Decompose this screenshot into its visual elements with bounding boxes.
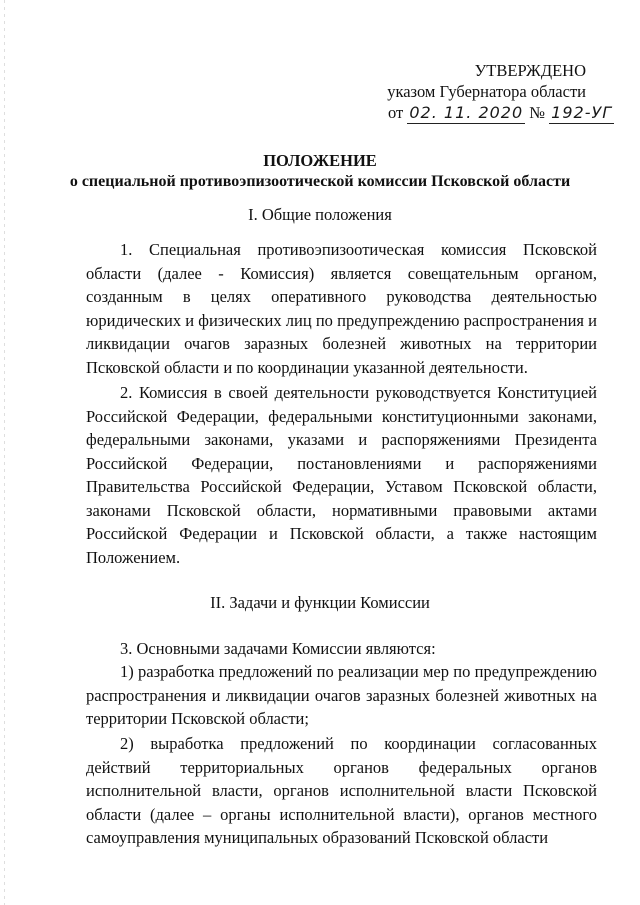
document-title: ПОЛОЖЕНИЕ bbox=[263, 151, 377, 170]
paragraph-3-item-2: 2) выработка предложений по координации согласованных действий территориальных органов федеральных органов исполнительной власти, органов исполнительной власти Псковской области (далее – органы исполнительной власти), органов местного самоуправления муниципальных образований Псковской области bbox=[86, 734, 597, 847]
section-1-heading: I. Общие положения bbox=[248, 205, 392, 224]
paragraph-1: 1. Специальная противоэпизоотическая комиссия Псковской области (далее - Комиссия) является совещательным органом, созданным в целях оперативного руководства деятельностью юридических и физических лиц по предупреждению распространения и ликвидации очагов заразных болезней животных на территории Псковской области и по координации указанной деятельности. bbox=[86, 240, 597, 377]
paragraph-3-item-1: 1) разработка предложений по реализации мер по предупреждению распространения и ликвидации очагов заразных болезней животных на территории Псковской области; bbox=[86, 662, 597, 728]
paragraph-3: 3. Основными задачами Комиссии являются: bbox=[120, 639, 436, 658]
approval-heading: УТВЕРЖДЕНО bbox=[474, 61, 586, 80]
scan-edge-line bbox=[4, 0, 5, 905]
approval-stamp-block bbox=[366, 60, 613, 124]
approval-by: указом Губернатора области bbox=[387, 82, 586, 101]
approval-from-label: от bbox=[388, 103, 404, 122]
paragraph-2: 2. Комиссия в своей деятельности руководствуется Конституцией Российской Федерации, федеральными конституционными законами, федеральными законами, указами и распоряжениями Президента Российской Федерации, постановлениями и распоряжениями Правительства Российской Федерации, Уставом Псковской области, законами Псковской области, нормативными правовыми актами Российской Федерации и Псковской области, а также настоящим Положением. bbox=[86, 383, 597, 567]
approval-number-handwritten: 192-УГ bbox=[551, 103, 613, 122]
approval-date-handwritten: 02. 11. 2020 bbox=[409, 103, 524, 122]
document-subtitle: о специальной противоэпизоотической комиссии Псковской области bbox=[69, 173, 571, 190]
approval-date-number-line bbox=[366, 102, 613, 124]
section-2-heading: II. Задачи и функции Комиссии bbox=[210, 593, 430, 612]
approval-number-label: № bbox=[529, 103, 546, 122]
